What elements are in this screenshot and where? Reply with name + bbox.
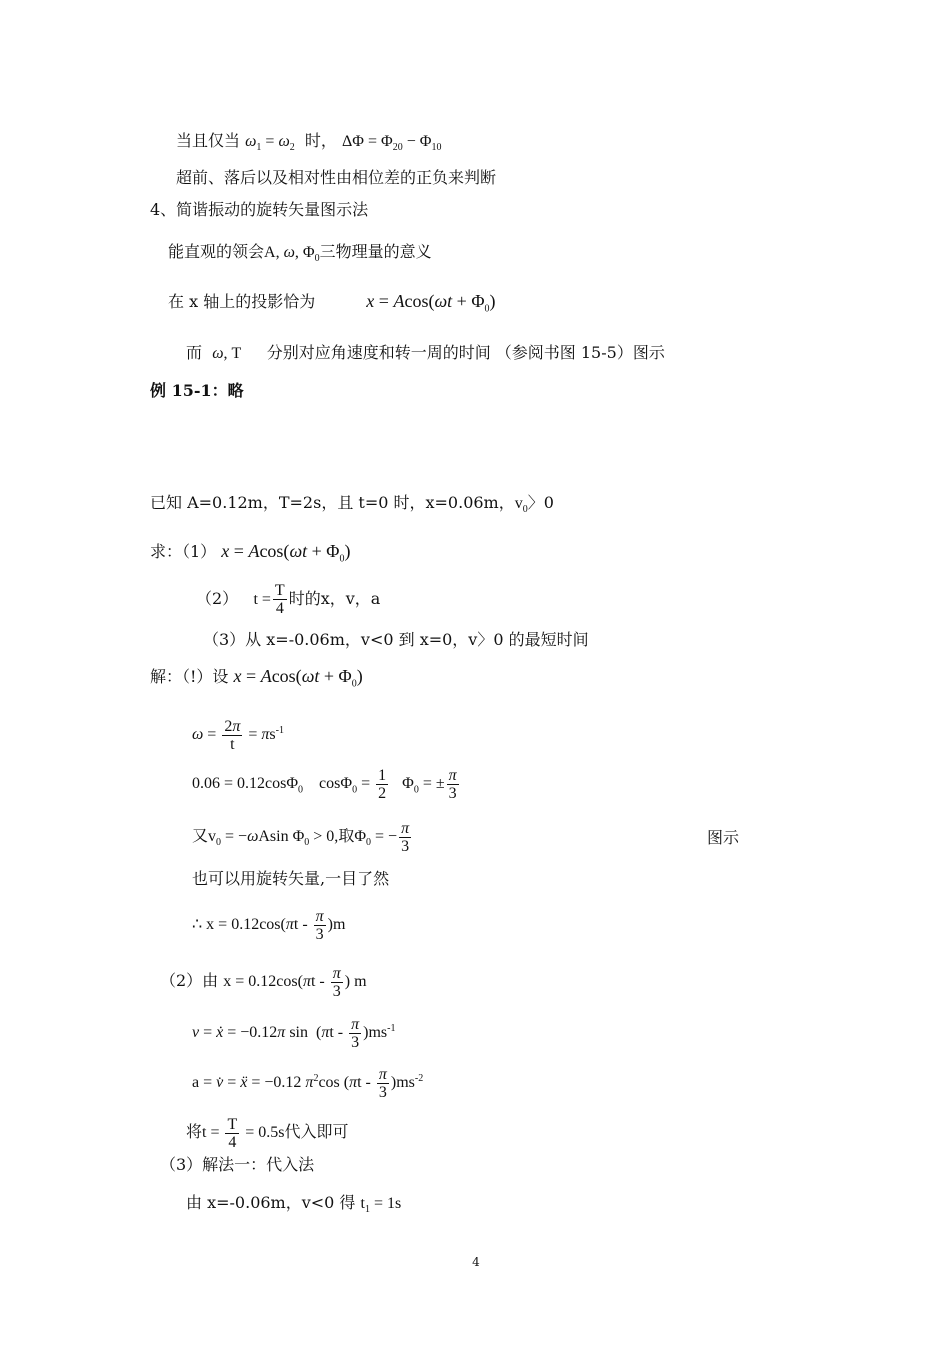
line-omega-period: 而 ω, T 分别对应角速度和转一周的时间 （参阅书图 15-5）图示 xyxy=(186,343,665,362)
line-solution-start: 解：（!）设 $x = Acos(\omega t + \Phi_0)$ xyxy=(150,666,363,690)
equation-omega-equal: $\omega_1 = \omega_2$ xyxy=(245,133,295,154)
line-projection: 在 x 轴上的投影恰为 $x = Acos(\omega t + \Phi_0)$ xyxy=(168,291,496,315)
equation-result-x: ∴ x = 0.12cos(πt - $\frac{\pi}{3}$ )m xyxy=(192,908,346,943)
equation-phase-difference: $\Delta\Phi = \Phi_{20} - \Phi_{10}$ xyxy=(342,133,442,154)
equation-solution-assume: $x = Acos(\omega t + \Phi_0)$ xyxy=(233,666,363,690)
equation-acceleration: a = v̇ = ẍ = −0.12 $\pi^2\cos$ (πt - $\frac{\pi}{3}$ )$ms^{-2}$ xyxy=(192,1066,424,1101)
line-given: 已知 A=0.12m，T=2s，且 t=0 时，x=0.06m，$v_0$〉0 xyxy=(150,493,554,516)
symbols-a-omega-phi: A, ω, $\Phi_0$ xyxy=(264,244,320,265)
line-rotating-vector-note: 也可以用旋转矢量,一目了然 xyxy=(192,869,390,888)
equation-angular-frequency: ω = $\frac{2\pi}{t}$ = $\pi s^{-1}$ xyxy=(192,718,284,753)
line-phase-condition: 当且仅当 $\omega_1 = \omega_2$ 时， $\Delta\Phi = \Phi_{20} - \Phi_{10}$ xyxy=(176,131,442,154)
equation-projection: $x = Acos(\omega t + \Phi_0)$ xyxy=(366,291,496,315)
fraction-t-over-4: $\frac{T}{4}$ xyxy=(274,582,285,617)
line-final: 由 x=-0.06m，v<0 得 $t_1 = 1s$ xyxy=(186,1193,402,1216)
section-heading-rotating-vector: 4、简谐振动的旋转矢量图示法 xyxy=(150,200,369,219)
diagram-note: 图示 xyxy=(707,828,740,847)
line-velocity-condition: 又$v_0 = -\omega Asin$ $\Phi_0 > 0$,取$\Phi_0$ = − $\frac{\pi}{3}$ xyxy=(192,820,410,855)
page-number: 4 xyxy=(472,1255,480,1269)
line-part-2: （2）由 x = 0.12cos(πt - $\frac{\pi}{3}$ ) m xyxy=(160,965,367,1000)
equation-velocity: v = ẋ = −0.12π sin (πt - $\frac{\pi}{3}$ )$ms^{-1}$ xyxy=(192,1016,396,1051)
line-question-3: （3）从 x=-0.06m，v<0 到 x=0，v〉0 的最短时间 xyxy=(203,630,589,649)
line-substitute: 将t = $\frac{T}{4}$ = 0.5s代入即可 xyxy=(186,1116,349,1151)
line-part-3: （3）解法一：代入法 xyxy=(160,1155,315,1174)
equation-question-1: $x = Acos(\omega t + \Phi_0)$ xyxy=(221,541,351,565)
equation-initial-phase: 0.06 = 0.12cosΦ$_0$ cosΦ$_0$ = $\frac{1}{2}$ $\Phi_0$ = ± $\frac{\pi}{3}$ xyxy=(192,767,457,802)
line-intuitive-meaning: 能直观的领会A, ω, $\Phi_0$三物理量的意义 xyxy=(168,242,432,265)
line-question-1: 求：（1） $x = Acos(\omega t + \Phi_0)$ xyxy=(150,541,351,565)
line-lead-lag: 超前、落后以及相对性由相位差的正负来判断 xyxy=(176,168,497,187)
line-question-2: （2） t = $\frac{T}{4}$ 时的x，v，a xyxy=(196,582,381,617)
symbols-omega-t: ω, T xyxy=(212,345,242,362)
example-title: 例 15-1：略 xyxy=(150,381,244,400)
